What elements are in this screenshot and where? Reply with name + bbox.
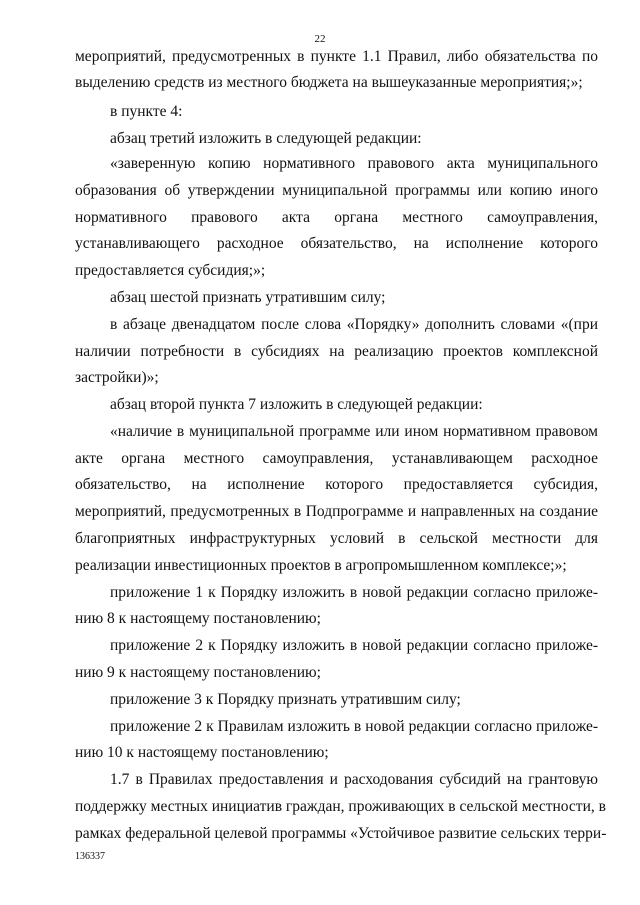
text-line: абзац второй пункта 7 изложить в следующей редакции: <box>110 396 483 413</box>
text-line: рамках федеральной целевой программы «Устойчивое развитие сельских терри- <box>75 825 607 842</box>
text-line: мероприятий, предусмотренных в Подпрограмме и направленных на создание <box>75 503 598 520</box>
text-line: выделению средств из местного бюджета на вышеуказанные мероприятия;»; <box>75 74 583 91</box>
text-line: нию 8 к настоящему постановлению; <box>75 610 321 627</box>
text-line: приложение 3 к Порядку признать утратившим силу; <box>110 691 461 708</box>
text-line: образования об утверждении муниципальной программы или копию иного <box>75 182 598 199</box>
page-number: 22 <box>314 33 326 45</box>
text-line: нормативного правового акта органа местного самоуправления, <box>75 209 598 226</box>
text-line: «заверенную копию нормативного правового акта муниципального <box>110 155 598 172</box>
text-line: «наличие в муниципальной программе или ином нормативном правовом <box>110 423 598 440</box>
text-line: реализации инвестиционных проектов в агропромышленном комплексе;»; <box>75 557 567 574</box>
text-line: приложение 2 к Порядку изложить в новой редакции согласно приложе- <box>110 637 598 654</box>
text-line: 1.7 в Правилах предоставления и расходования субсидий на грантовую <box>110 771 598 788</box>
text-line: устанавливающего расходное обязательство, на исполнение которого <box>75 235 598 252</box>
text-line: благоприятных инфраструктурных условий в сельской местности для <box>75 530 598 547</box>
text-line: предоставляется субсидия;»; <box>75 262 266 279</box>
text-line: в пункте 4: <box>110 103 183 120</box>
text-line: застройки)»; <box>75 369 159 386</box>
text-line: нию 9 к настоящему постановлению; <box>75 664 321 681</box>
text-line: нию 10 к настоящему постановлению; <box>75 744 329 761</box>
document-code: 136337 <box>75 851 105 862</box>
text-line: акте органа местного самоуправления, устанавливающем расходное <box>75 450 598 467</box>
text-line: обязательство, на исполнение которого предоставляется субсидия, <box>75 476 598 493</box>
text-line: в абзаце двенадцатом после слова «Порядку» дополнить словами «(при <box>110 316 598 333</box>
text-line: наличии потребности в субсидиях на реализацию проектов комплексной <box>75 343 598 360</box>
text-line: мероприятий, предусмотренных в пункте 1.1 Правил, либо обязательства по <box>75 48 598 65</box>
text-line: приложение 2 к Правилам изложить в новой редакции согласно приложе- <box>110 718 598 735</box>
text-line: поддержку местных инициатив граждан, проживающих в сельской местности, в <box>75 798 606 815</box>
text-line: абзац третий изложить в следующей редакции: <box>110 130 422 147</box>
text-line: приложение 1 к Порядку изложить в новой редакции согласно приложе- <box>110 584 598 601</box>
text-line: абзац шестой признать утратившим силу; <box>110 289 386 306</box>
